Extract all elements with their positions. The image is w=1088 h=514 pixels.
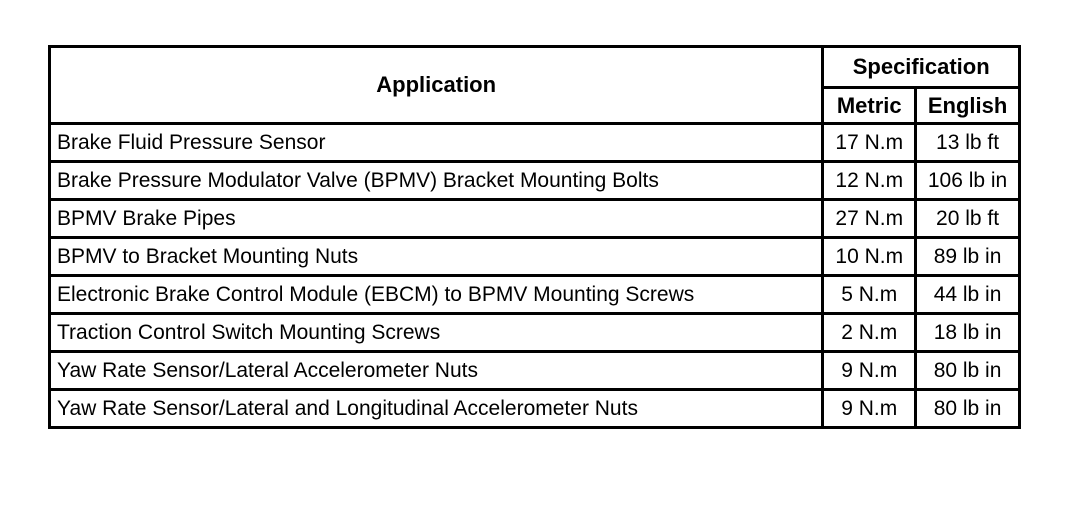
metric-cell: 12 N.m [823,162,916,200]
metric-cell: 27 N.m [823,200,916,238]
metric-cell: 10 N.m [823,238,916,276]
application-cell: BPMV to Bracket Mounting Nuts [50,238,823,276]
english-header: English [916,88,1020,124]
english-cell: 106 lb in [916,162,1020,200]
table-row [50,200,1020,238]
application-cell: Yaw Rate Sensor/Lateral and Longitudinal Accelerometer Nuts [50,390,823,428]
table-row [50,238,1020,276]
table-row [50,390,1020,428]
specification-header: Specification [823,47,1020,88]
application-header: Application [50,47,823,124]
table-row [50,314,1020,352]
english-cell: 13 lb ft [916,124,1020,162]
english-cell: 80 lb in [916,390,1020,428]
metric-cell: 9 N.m [823,390,916,428]
metric-cell: 5 N.m [823,276,916,314]
header-row-top [50,47,1020,88]
application-cell: BPMV Brake Pipes [50,200,823,238]
application-cell: Traction Control Switch Mounting Screws [50,314,823,352]
table-row [50,276,1020,314]
english-cell: 18 lb in [916,314,1020,352]
application-cell: Electronic Brake Control Module (EBCM) to BPMV Mounting Screws [50,276,823,314]
english-cell: 20 lb ft [916,200,1020,238]
application-cell: Yaw Rate Sensor/Lateral Accelerometer Nuts [50,352,823,390]
english-cell: 44 lb in [916,276,1020,314]
metric-header: Metric [823,88,916,124]
table-row [50,124,1020,162]
fastener-specification-table [48,45,1021,429]
english-cell: 89 lb in [916,238,1020,276]
english-cell: 80 lb in [916,352,1020,390]
metric-cell: 9 N.m [823,352,916,390]
application-cell: Brake Fluid Pressure Sensor [50,124,823,162]
metric-cell: 2 N.m [823,314,916,352]
table-row [50,162,1020,200]
application-cell: Brake Pressure Modulator Valve (BPMV) Bracket Mounting Bolts [50,162,823,200]
table-row [50,352,1020,390]
metric-cell: 17 N.m [823,124,916,162]
